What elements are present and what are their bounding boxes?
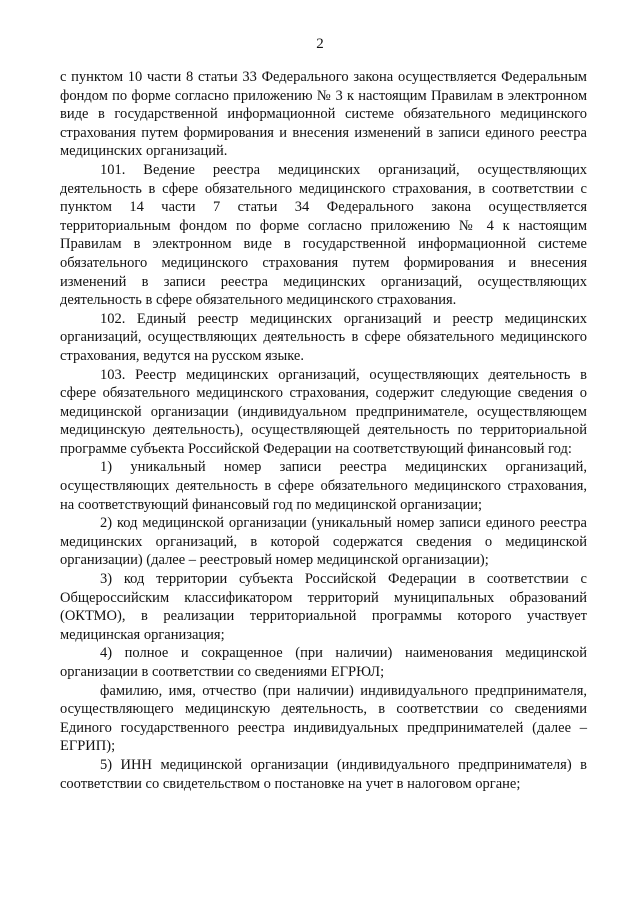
- list-item-5: 5) ИНН медицинской организации (индивидуального предпринимателя) в соответствии со свидетельством о постановке на учет в налоговом органе;: [60, 756, 587, 792]
- page-number: 2: [316, 36, 324, 52]
- list-item-1: 1) уникальный номер записи реестра медицинских организаций, осуществляющих деятельность в сфере обязательного медицинского страхования, на соответствующий финансовый год по медицинской организации;: [60, 459, 587, 513]
- paragraph-101: 101. Ведение реестра медицинских организаций, осуществляющих деятельность в сфере обязательного медицинского страхования, в соответствии с пунктом 14 части 7 статьи 34 Федерального закона осуществляется территориальным фондом по форме согласно приложению № 4 к настоящим Правилам в электронном виде в государственной информационной системе обязательного медицинского страхования путем формирования и внесения изменений в записи реестра медицинских организаций, осуществляющих деятельность в сфере обязательного медицинского страхования.: [60, 161, 587, 309]
- paragraph-102: 102. Единый реестр медицинских организаций и реестр медицинских организаций, осуществляющих деятельность в сфере обязательного медицинского страхования, ведутся на русском языке.: [60, 310, 587, 364]
- paragraph-continuation: с пунктом 10 части 8 статьи 33 Федерального закона осуществляется Федеральным фондом по форме согласно приложению № 3 к настоящим Правилам в электронном виде в государственной информационной системе обязательного медицинского страхования путем формирования и внесения изменений в записи единого реестра медицинских организаций.: [60, 69, 587, 160]
- list-item-4: 4) полное и сокращенное (при наличии) наименования медицинской организации в соответствии со сведениями ЕГРЮЛ;: [60, 645, 587, 680]
- document-body: [60, 68, 587, 793]
- paragraph-103: 103. Реестр медицинских организаций, осуществляющих деятельность в сфере обязательного медицинского страхования, содержит следующие сведения о медицинской организации (индивидуальном предпринимателе, осуществляющем медицинскую деятельность), осуществляющей деятельность по территориальной программе субъекта Российской Федерации на соответствующий финансовый год:: [60, 366, 587, 457]
- list-item-2: 2) код медицинской организации (уникальный номер записи единого реестра медицинских организаций, в которой содержатся сведения о медицинской организации) (далее – реестровый номер медицинской организации);: [60, 515, 587, 569]
- list-item-4-continuation: фамилию, имя, отчество (при наличии) индивидуального предпринимателя, осуществляющего медицинскую деятельность, в соответствии со сведениями Единого государственного реестра индивидуальных предпринимателей (далее – ЕГРИП);: [60, 682, 587, 755]
- list-item-3: 3) код территории субъекта Российской Федерации в соответствии с Общероссийским классификатором территорий муниципальных образований (ОКТМО), в реализации территориальной программы которого участвует медицинская организация;: [60, 571, 587, 643]
